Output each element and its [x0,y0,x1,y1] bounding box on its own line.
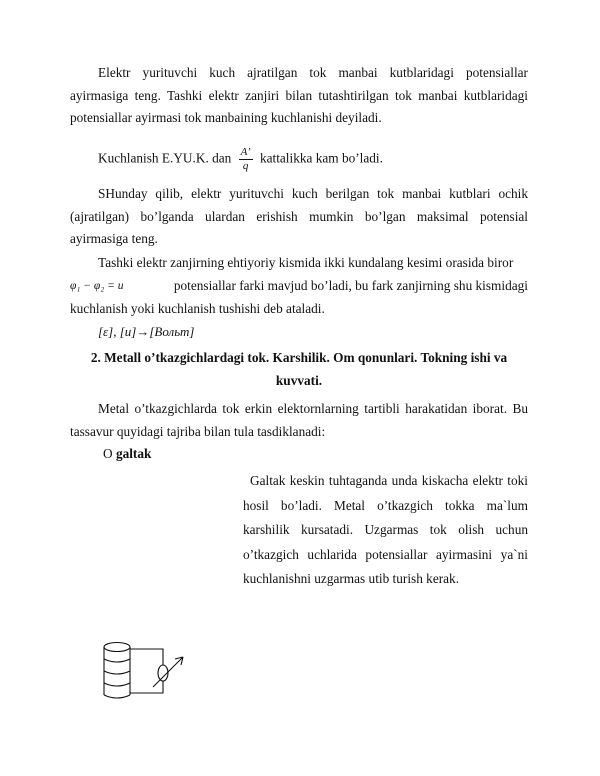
units-formula: [ε], [u]→[Вольт] [98,324,195,339]
paragraph-potential-difference-line1: Tashki elektr zanjirning ehtiyoriy kismida ikki kundalang kesimi orasida biror [98,255,514,270]
coil-description: Galtak keskin tuhtaganda unda kiskacha elektr toki hosil bo’ladi. Metal o’tkazgich tokka ma`lum karshilik kursatadi. Uzgarmas tok olish uchun o’tkazgich uchlarida potensiallar ayirmasini ya`ni kuchlanishni uzgarmas utib turish kerak. [243,473,528,586]
paragraph-emf-definition: Elektr yurituvchi kuch ajratilgan tok manbai kutblaridagi potensiallar ayirmasiga teng. Tashki elektr zanjiri bilan tutashtirilgan tok manbai kutblaridagi potensiallar ayirmasi tok manbaining kuchlanishi deyiladi. [70,65,528,125]
section-heading: 2. Metall o’tkazgichlardagi tok. Karshilik. Om qonunlari. Tokning ishi va kuvvati. [90,350,508,388]
work-charge-fraction [239,146,253,173]
potential-difference-text: potensiallar farki mavjud bo’ladi, bu fark zanjirning shu kismidagi [173,278,528,293]
paragraph-metal-current: Metal o’tkazgichlarda tok erkin elektornlarning tartibli harakatidan iborat. Bu tassavur quyidagi tajriba bilan tula tasdiklanadi: [70,401,528,439]
coil-label [103,443,151,465]
paragraph-potential-difference-line2 [70,275,528,297]
circuit-wire-top [130,649,163,665]
fraction-denominator: q [242,160,249,172]
coil-icon [104,643,130,699]
coil-label-bold: galtak [115,446,152,461]
voltage-relation-text-before: Kuchlanish E.YU.K. dan [98,150,232,166]
coil-label-prefix: O [103,446,116,461]
paragraph-max-potential: SHunday qilib, elektr yurituvchi kuch berilgan tok manbai kutblari ochik (ajratilgan) bo’lganda ulardan erishish mumkin bo’lgan maksimal potensial ayirmasiga teng. [70,186,528,246]
circuit-wire-bottom [130,681,163,693]
coil-circuit-diagram [95,635,205,715]
fraction-numerator: A’ [240,146,251,158]
voltage-relation-text-after: kattalikka kam bo’ladi. [259,150,383,166]
paragraph-voltage-relation [98,146,383,173]
paragraph-potential-difference-line3: kuchlanish yoki kuchlanish tushishi deb ataladi. [70,301,325,316]
potential-difference-formula: φ₁ − φ₂ = u [70,280,124,292]
